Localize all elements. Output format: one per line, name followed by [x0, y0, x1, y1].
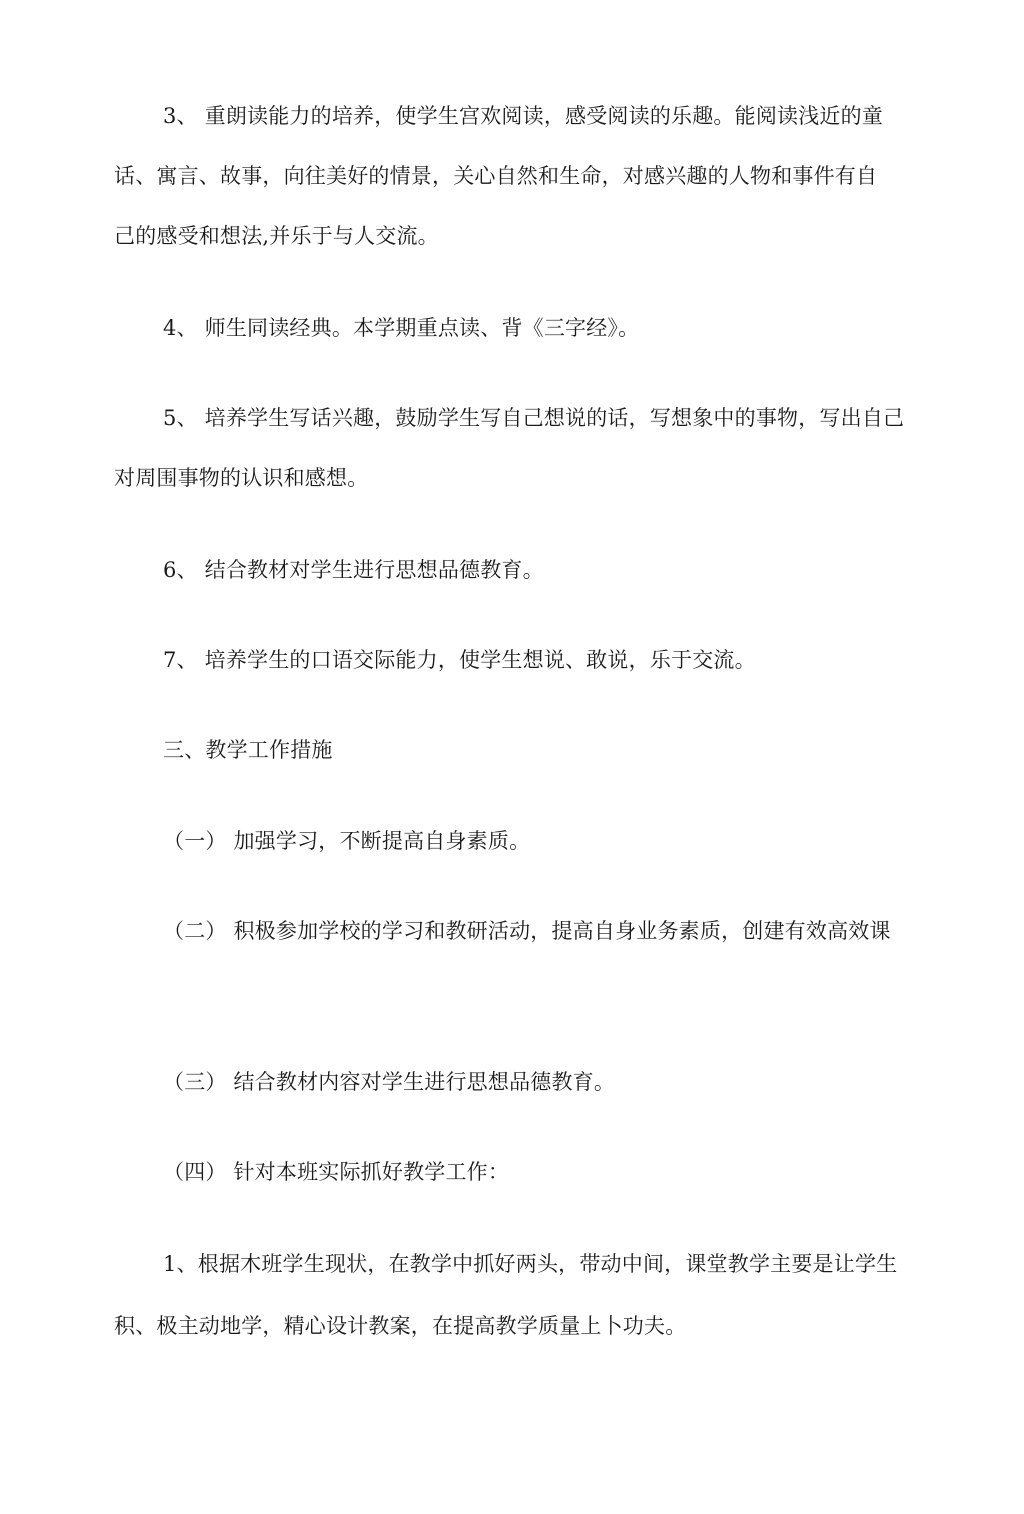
sub-item-1-line-1: 1、根据木班学生现状，在教学中抓好两头，带动中间，课堂教学主要是让学生	[163, 1252, 898, 1276]
item-7-line-1: 7、 培养学生的口语交际能力，使学生想说、敢说，乐于交流。	[163, 648, 756, 672]
measure-4-line-1: （四） 针对本班实际抓好教学工作：	[163, 1160, 510, 1184]
measure-3-line-1: （三） 结合教材内容对学生进行思想品德教育。	[163, 1070, 616, 1094]
measure-2-line-1: （二） 积极参加学校的学习和教研活动，提高自身业务素质，创建有效高效课	[163, 919, 891, 943]
item-3-line-2: 话、寓言、故事，向往美好的情景，关心自然和生命，对感兴趣的人物和事件有自	[114, 164, 878, 188]
item-5-line-2: 对周围事物的认识和感想。	[114, 466, 369, 490]
item-5-line-1: 5、 培养学生写话兴趣，鼓励学生写自己想说的话，写想象中的事物，写出自己	[163, 406, 905, 430]
measure-1-line-1: （一） 加强学习，不断提高自身素质。	[163, 829, 531, 853]
item-3-line-3: 己的感受和想法,并乐于与人交流。	[114, 224, 439, 248]
item-4-line-1: 4、 师生同读经典。本学期重点读、背《三字经》。	[163, 316, 640, 340]
sub-item-1-line-2: 积、极主动地学，精心设计教案，在提高教学质量上卜功夫。	[114, 1314, 687, 1338]
item-6-line-1: 6、 结合教材对学生进行思想品德教育。	[163, 558, 544, 582]
section-heading: 三、教学工作措施	[163, 738, 333, 762]
item-3-line-1: 3、 重朗读能力的培养，使学生宫欢阅读，感受阅读的乐趣。能阅读浅近的童	[163, 104, 884, 128]
